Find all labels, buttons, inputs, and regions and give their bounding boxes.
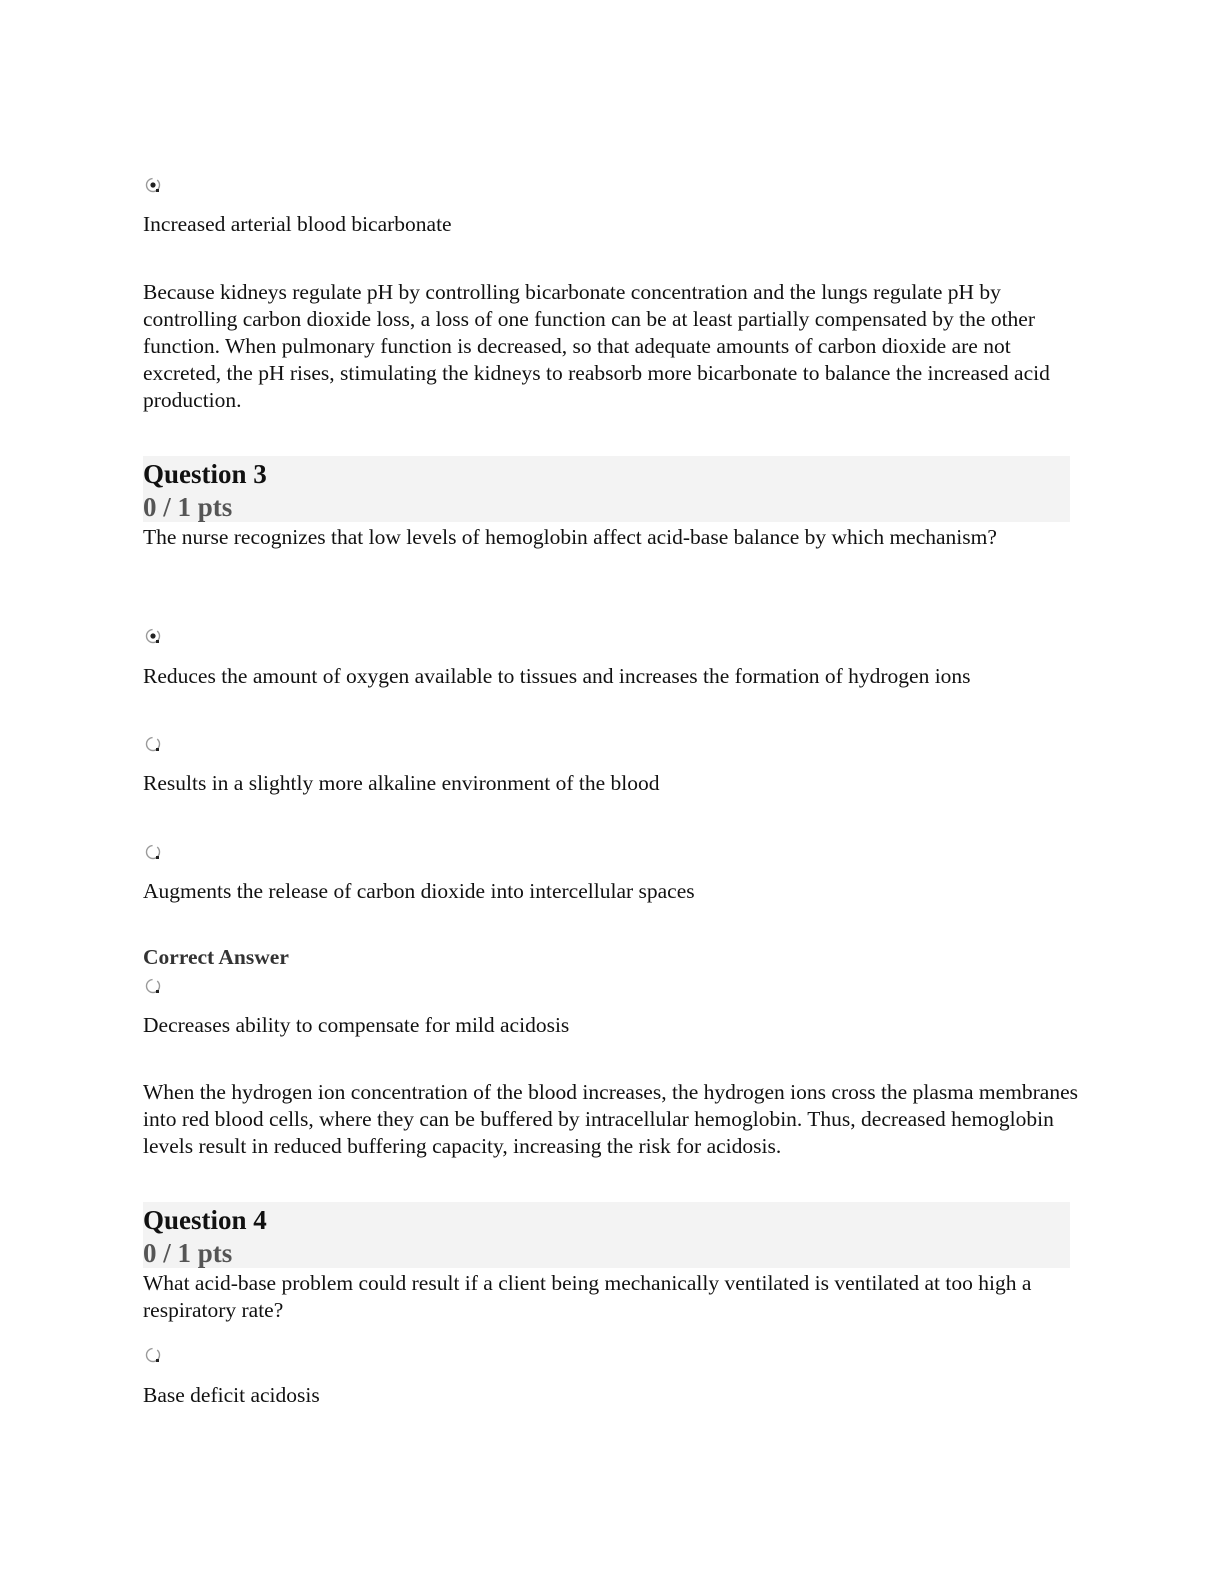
radio-unselected-icon[interactable] <box>145 736 161 752</box>
radio-selected-icon[interactable] <box>145 177 161 193</box>
q4-option-1[interactable]: Base deficit acidosis <box>143 1383 320 1407</box>
radio-selected-icon[interactable] <box>145 628 161 644</box>
radio-unselected-icon[interactable] <box>145 978 161 994</box>
question-3-header <box>143 456 1070 522</box>
q3-explanation: When the hydrogen ion concentration of the blood increases, the hydrogen ions cross the plasma membranes into red blood cells, where they can be buffered by intracellular hemoglobin. Thus, decreased hemoglobin levels result in reduced buffering capacity, increasing the risk for acidosis. <box>143 1080 1078 1158</box>
question-4-header <box>143 1202 1070 1268</box>
question-title: Question 3 <box>143 459 267 489</box>
q3-option-3[interactable]: Augments the release of carbon dioxide into intercellular spaces <box>143 879 695 903</box>
q3-correct-answer[interactable]: Decreases ability to compensate for mild acidosis <box>143 1013 570 1037</box>
question-title: Question 4 <box>143 1205 267 1235</box>
question-4-prompt: What acid-base problem could result if a client being mechanically ventilated is ventilated at too high a respiratory rate? <box>143 1271 1032 1322</box>
q2-explanation: Because kidneys regulate pH by controlling bicarbonate concentration and the lungs regulate pH by controlling carbon dioxide loss, a loss of one function can be at least partially compensated by the other function. When pulmonary function is decreased, so that adequate amounts of carbon dioxide are not excreted, the pH rises, stimulating the kidneys to reabsorb more bicarbonate to balance the increased acid production. <box>143 280 1050 412</box>
question-points: 0 / 1 pts <box>143 1238 233 1268</box>
q3-option-1[interactable]: Reduces the amount of oxygen available to tissues and increases the formation of hydrogen ions <box>143 664 971 688</box>
correct-answer-label: Correct Answer <box>143 945 289 969</box>
q3-option-2[interactable]: Results in a slightly more alkaline environment of the blood <box>143 771 660 795</box>
question-points: 0 / 1 pts <box>143 492 233 522</box>
radio-unselected-icon[interactable] <box>145 1347 161 1363</box>
q2-selected-answer: Increased arterial blood bicarbonate <box>143 212 452 236</box>
radio-unselected-icon[interactable] <box>145 844 161 860</box>
question-3-prompt: The nurse recognizes that low levels of hemoglobin affect acid-base balance by which mechanism? <box>143 525 997 549</box>
